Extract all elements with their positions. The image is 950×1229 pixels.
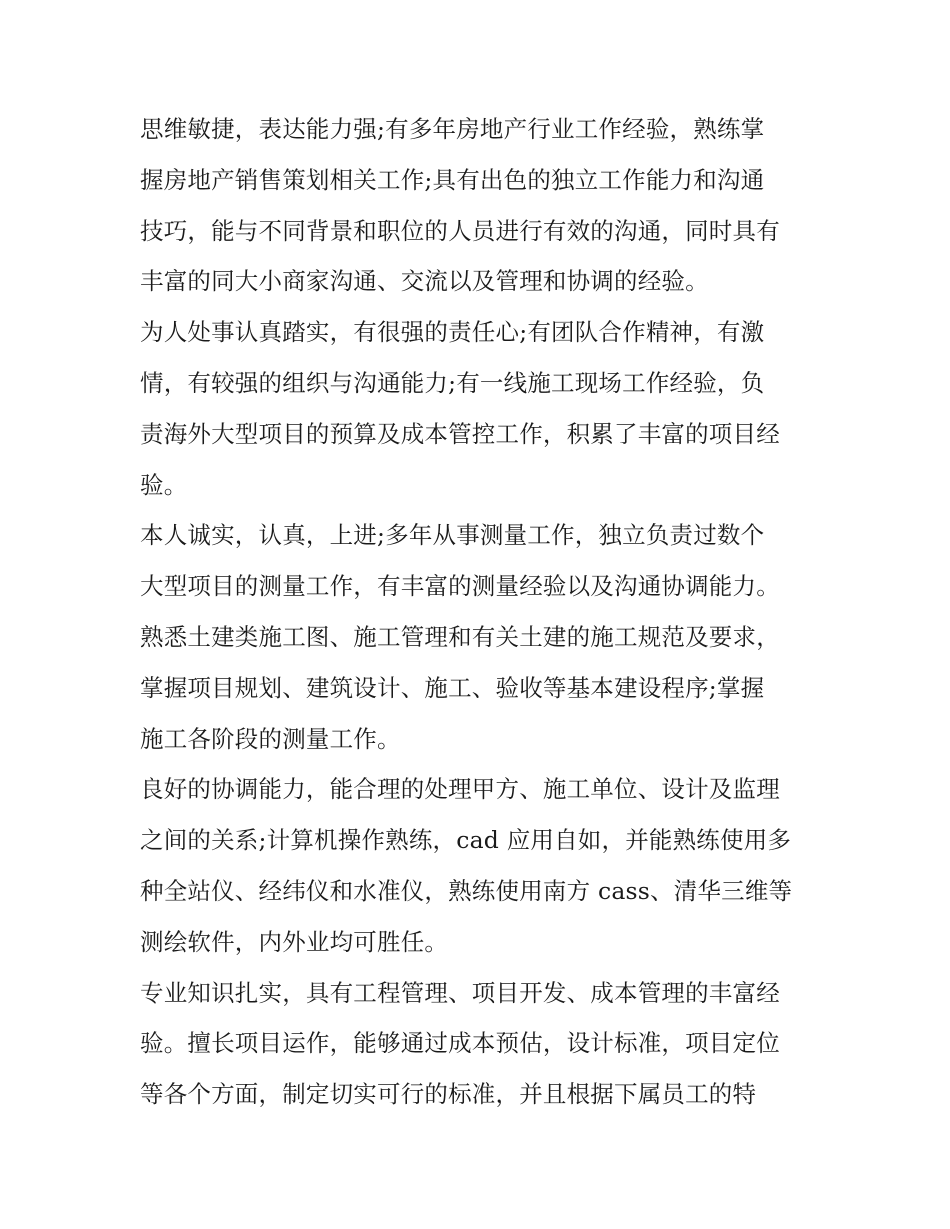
paragraph-5 — [140, 968, 820, 1120]
text-line: 丰富的同大小商家沟通、交流以及管理和协调的经验。 — [140, 267, 709, 296]
text-line: 大型项目的测量工作，有丰富的测量经验以及沟通协调能力。 — [140, 572, 780, 601]
text-line: 等各个方面，制定切实可行的标准，并且根据下属员工的特 — [140, 1080, 757, 1109]
text-line: 测绘软件，内外业均可胜任。 — [140, 927, 449, 956]
text-line: 掌握项目规划、建筑设计、施工、验收等基本建设程序;掌握 — [140, 673, 765, 702]
document-body — [140, 104, 820, 1120]
paragraph-3 — [140, 510, 820, 764]
text-line: 专业知识扎实，具有工程管理、项目开发、成本管理的丰富经 — [140, 978, 780, 1007]
text-line: 技巧，能与不同背景和职位的人员进行有效的沟通，同时具有 — [140, 216, 780, 245]
paragraph-1 — [140, 104, 820, 307]
text-line: 本人诚实，认真，上进;多年从事测量工作，独立负责过数个 — [140, 521, 765, 550]
text-line: 握房地产销售策划相关工作;具有出色的独立工作能力和沟通 — [140, 165, 765, 194]
text-line: 良好的协调能力，能合理的处理甲方、施工单位、设计及监理 — [140, 775, 780, 804]
text-line: 施工各阶段的测量工作。 — [140, 724, 401, 753]
text-line: 为人处事认真踏实，有很强的责任心;有团队合作精神，有激 — [140, 318, 765, 347]
text-line: 之间的关系;计算机操作熟练，cad 应用自如，并能熟练使用多 — [140, 826, 792, 855]
text-line: 熟悉土建类施工图、施工管理和有关土建的施工规范及要求， — [140, 622, 780, 651]
paragraph-2 — [140, 307, 820, 510]
text-line: 种全站仪、经纬仪和水准仪，熟练使用南方 cass、清华三维等 — [140, 876, 793, 905]
text-line: 验。擅长项目运作，能够通过成本预估，设计标准，项目定位 — [140, 1029, 780, 1058]
text-line: 情，有较强的组织与沟通能力;有一线施工现场工作经验，负 — [140, 368, 765, 397]
paragraph-4 — [140, 764, 820, 967]
text-line: 思维敏捷，表达能力强;有多年房地产行业工作经验，熟练掌 — [140, 115, 765, 143]
text-line: 验。 — [140, 470, 188, 499]
text-line: 责海外大型项目的预算及成本管控工作，积累了丰富的项目经 — [140, 419, 780, 448]
